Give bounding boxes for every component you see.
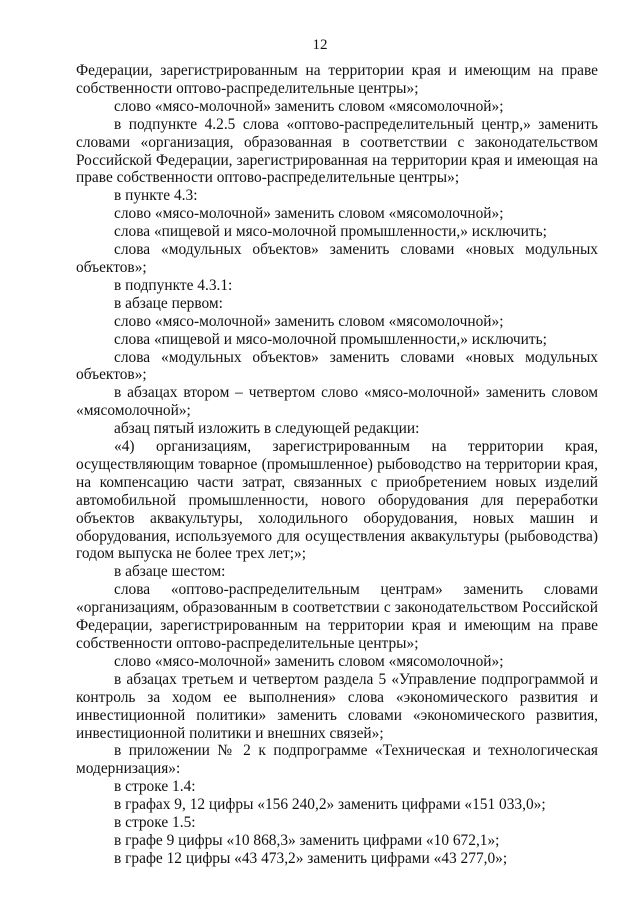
paragraph: в графе 9 цифры «10 868,3» заменить цифрами «10 672,1»; (114, 831, 500, 849)
paragraph: слова «пищевой и мясо-молочной промышленности,» исключить; (114, 223, 547, 241)
paragraph: слова «модульных объектов» заменить словами «новых модульных объектов»; (76, 348, 598, 384)
paragraph: в строке 1.5: (114, 814, 196, 832)
paragraph: Федерации, зарегистрированным на территории края и имеющим на праве собственности оптово-распределительные центры»; (76, 62, 598, 97)
paragraph: в строке 1.4: (114, 778, 196, 796)
paragraph: в абзацах втором – четвертом слово «мясо-молочной» заменить словом «мясомолочной»; (76, 384, 598, 420)
paragraph: в пункте 4.3: (114, 187, 198, 205)
paragraph: в графах 9, 12 цифры «156 240,2» заменить цифрами «151 033,0»; (114, 796, 546, 814)
paragraph: в подпункте 4.2.5 слова «оптово-распределительный центр,» заменить словами «организация, образованная в соответствии с законодательством Российской Федерации, зарегистрированная на территории края и имеющая на праве собственности оптово-распределительные центры»; (76, 115, 598, 187)
paragraph: «4) организациям, зарегистрированным на территории края, осуществляющим товарное (промышленное) рыбоводство на территории края, на компенсацию части затрат, связанных с приобретением новых изделий автомобильной промышленности, нового оборудования для переработки объектов аквакультуры, холодильного оборудования, новых машин и оборудования, используемого для осуществления аквакультуры (рыбоводства) годом выпуска не более трех лет;»; (76, 438, 598, 563)
paragraph: в приложении № 2 к подпрограмме «Техническая и технологическая модернизация»: (76, 742, 598, 778)
paragraph: слово «мясо-молочной» заменить словом «мясомолочной»; (114, 312, 504, 330)
paragraph: слова «оптово-распределительным центрам» заменить словами «организациям, образованным в соответствии с законодательством Российской Федерации, зарегистрированным на территории края и имеющим на праве собственности оптово-распределительные центры»; (76, 581, 598, 652)
paragraph: слово «мясо-молочной» заменить словом «мясомолочной»; (114, 205, 504, 223)
paragraph: в графе 12 цифры «43 473,2» заменить цифрами «43 277,0»; (114, 849, 508, 867)
paragraph: в абзацах третьем и четвертом раздела 5 «Управление подпрограммой и контроль за ходом ее выполнения» слова «экономического развития и инвестиционной политики» заменить словами «экономического развития, инвестиционной политики и внешних связей»; (76, 670, 598, 742)
document-body (76, 62, 598, 868)
paragraph: абзац пятый изложить в следующей редакции: (114, 420, 420, 438)
paragraph: слово «мясо-молочной» заменить словом «мясомолочной»; (114, 97, 504, 115)
page-number: 12 (312, 37, 328, 53)
paragraph: слова «модульных объектов» заменить словами «новых модульных объектов»; (76, 241, 598, 276)
paragraph: в абзаце первом: (114, 294, 223, 312)
paragraph: в абзаце шестом: (114, 563, 226, 581)
paragraph: слова «пищевой и мясо-молочной промышленности,» исключить; (114, 330, 547, 348)
paragraph: в подпункте 4.3.1: (114, 276, 233, 294)
paragraph: слово «мясо-молочной» заменить словом «мясомолочной»; (114, 652, 504, 670)
